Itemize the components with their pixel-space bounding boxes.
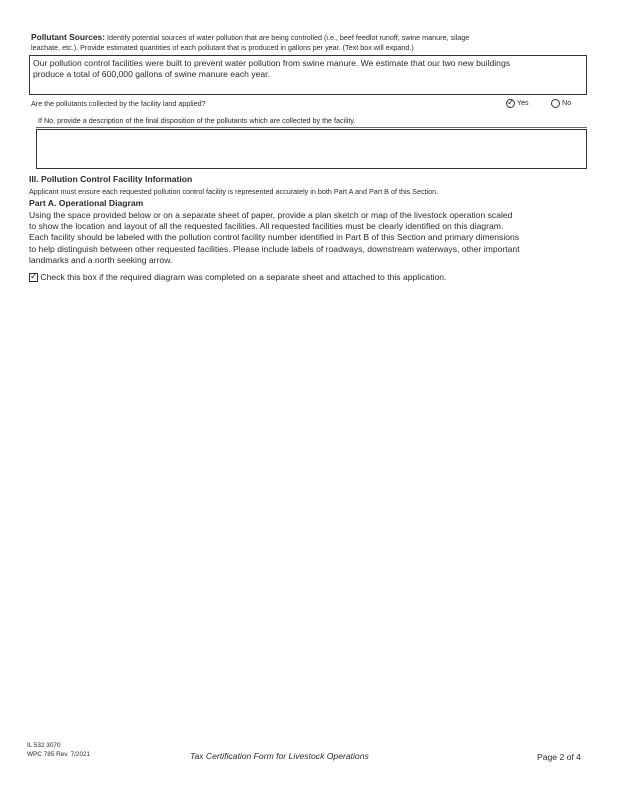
partA-line2: to show the location and layout of all the requested facilities. All requested facilities must be clearly identified on this diagram.	[29, 221, 504, 232]
no-radio[interactable]	[551, 99, 560, 108]
land-applied-question: Are the pollutants collected by the facility land applied?	[31, 99, 206, 108]
pollutant-instructions-line1: Identify potential sources of water pollution that are being controlled (i.e., beef feedlot runoff, swine manure, silage	[105, 33, 470, 42]
partA-instructions	[29, 210, 594, 266]
land-applied-no[interactable]	[551, 98, 571, 108]
pollutant-answer-box[interactable]	[29, 55, 587, 95]
separate-sheet-label: Check this box if the required diagram was completed on a separate sheet and attached to this application.	[40, 272, 447, 282]
yes-label: Yes	[516, 98, 529, 107]
pollutant-instructions	[31, 32, 591, 53]
divider	[36, 127, 587, 128]
pollutant-answer-text	[33, 58, 583, 80]
form-id-1: IL 532 3070	[27, 742, 61, 749]
pollutant-instructions-line2: leachate, etc.). Provide estimated quantities of each pollutant that is produced in gallons per year. (Text box will expand.)	[31, 43, 414, 52]
partA-line5: landmarks and a north seeking arrow.	[29, 254, 173, 265]
partA-title: Part A. Operational Diagram	[29, 198, 144, 208]
partA-line4: to help distinguish between other requested facilities. Please include labels of roadways, downstream waterways, other important	[29, 243, 520, 254]
page-number: Page 2 of 4	[537, 752, 581, 762]
partA-line1: Using the space provided below or on a separate sheet of paper, provide a plan sketch or map of the livestock operation scaled	[29, 210, 513, 220]
separate-sheet-checkbox[interactable]	[29, 273, 38, 282]
no-label: No	[562, 98, 572, 107]
yes-radio[interactable]	[506, 99, 515, 108]
partA-line3: Each facility should be labeled with the pollution control facility number identified in Part B of this Section and primary dimensions	[29, 232, 520, 243]
pollutant-answer-line2: produce a total of 600,000 gallons of swine manure each year.	[33, 69, 270, 80]
separate-sheet-row[interactable]	[29, 272, 446, 283]
form-id-2: WPC 785 Rev. 7/2021	[27, 751, 91, 758]
footer-title: Tax Certification Form for Livestock Operations	[190, 751, 369, 761]
form-id	[27, 741, 90, 759]
if-no-instruction: If No, provide a description of the final disposition of the pollutants which are collected by the facility.	[38, 116, 356, 125]
section3-subtitle: Applicant must ensure each requested pollution control facility is represented accurately in both Part A and Part B of this Section.	[29, 187, 439, 196]
section3-title: III. Pollution Control Facility Information	[29, 174, 193, 184]
land-applied-yes[interactable]	[506, 98, 529, 108]
if-no-answer-box[interactable]	[36, 129, 587, 169]
pollutant-answer-line1: Our pollution control facilities were built to prevent water pollution from swine manure. We estimate that our two new buildings	[33, 58, 511, 68]
pollutant-title: Pollutant Sources:	[31, 32, 105, 42]
